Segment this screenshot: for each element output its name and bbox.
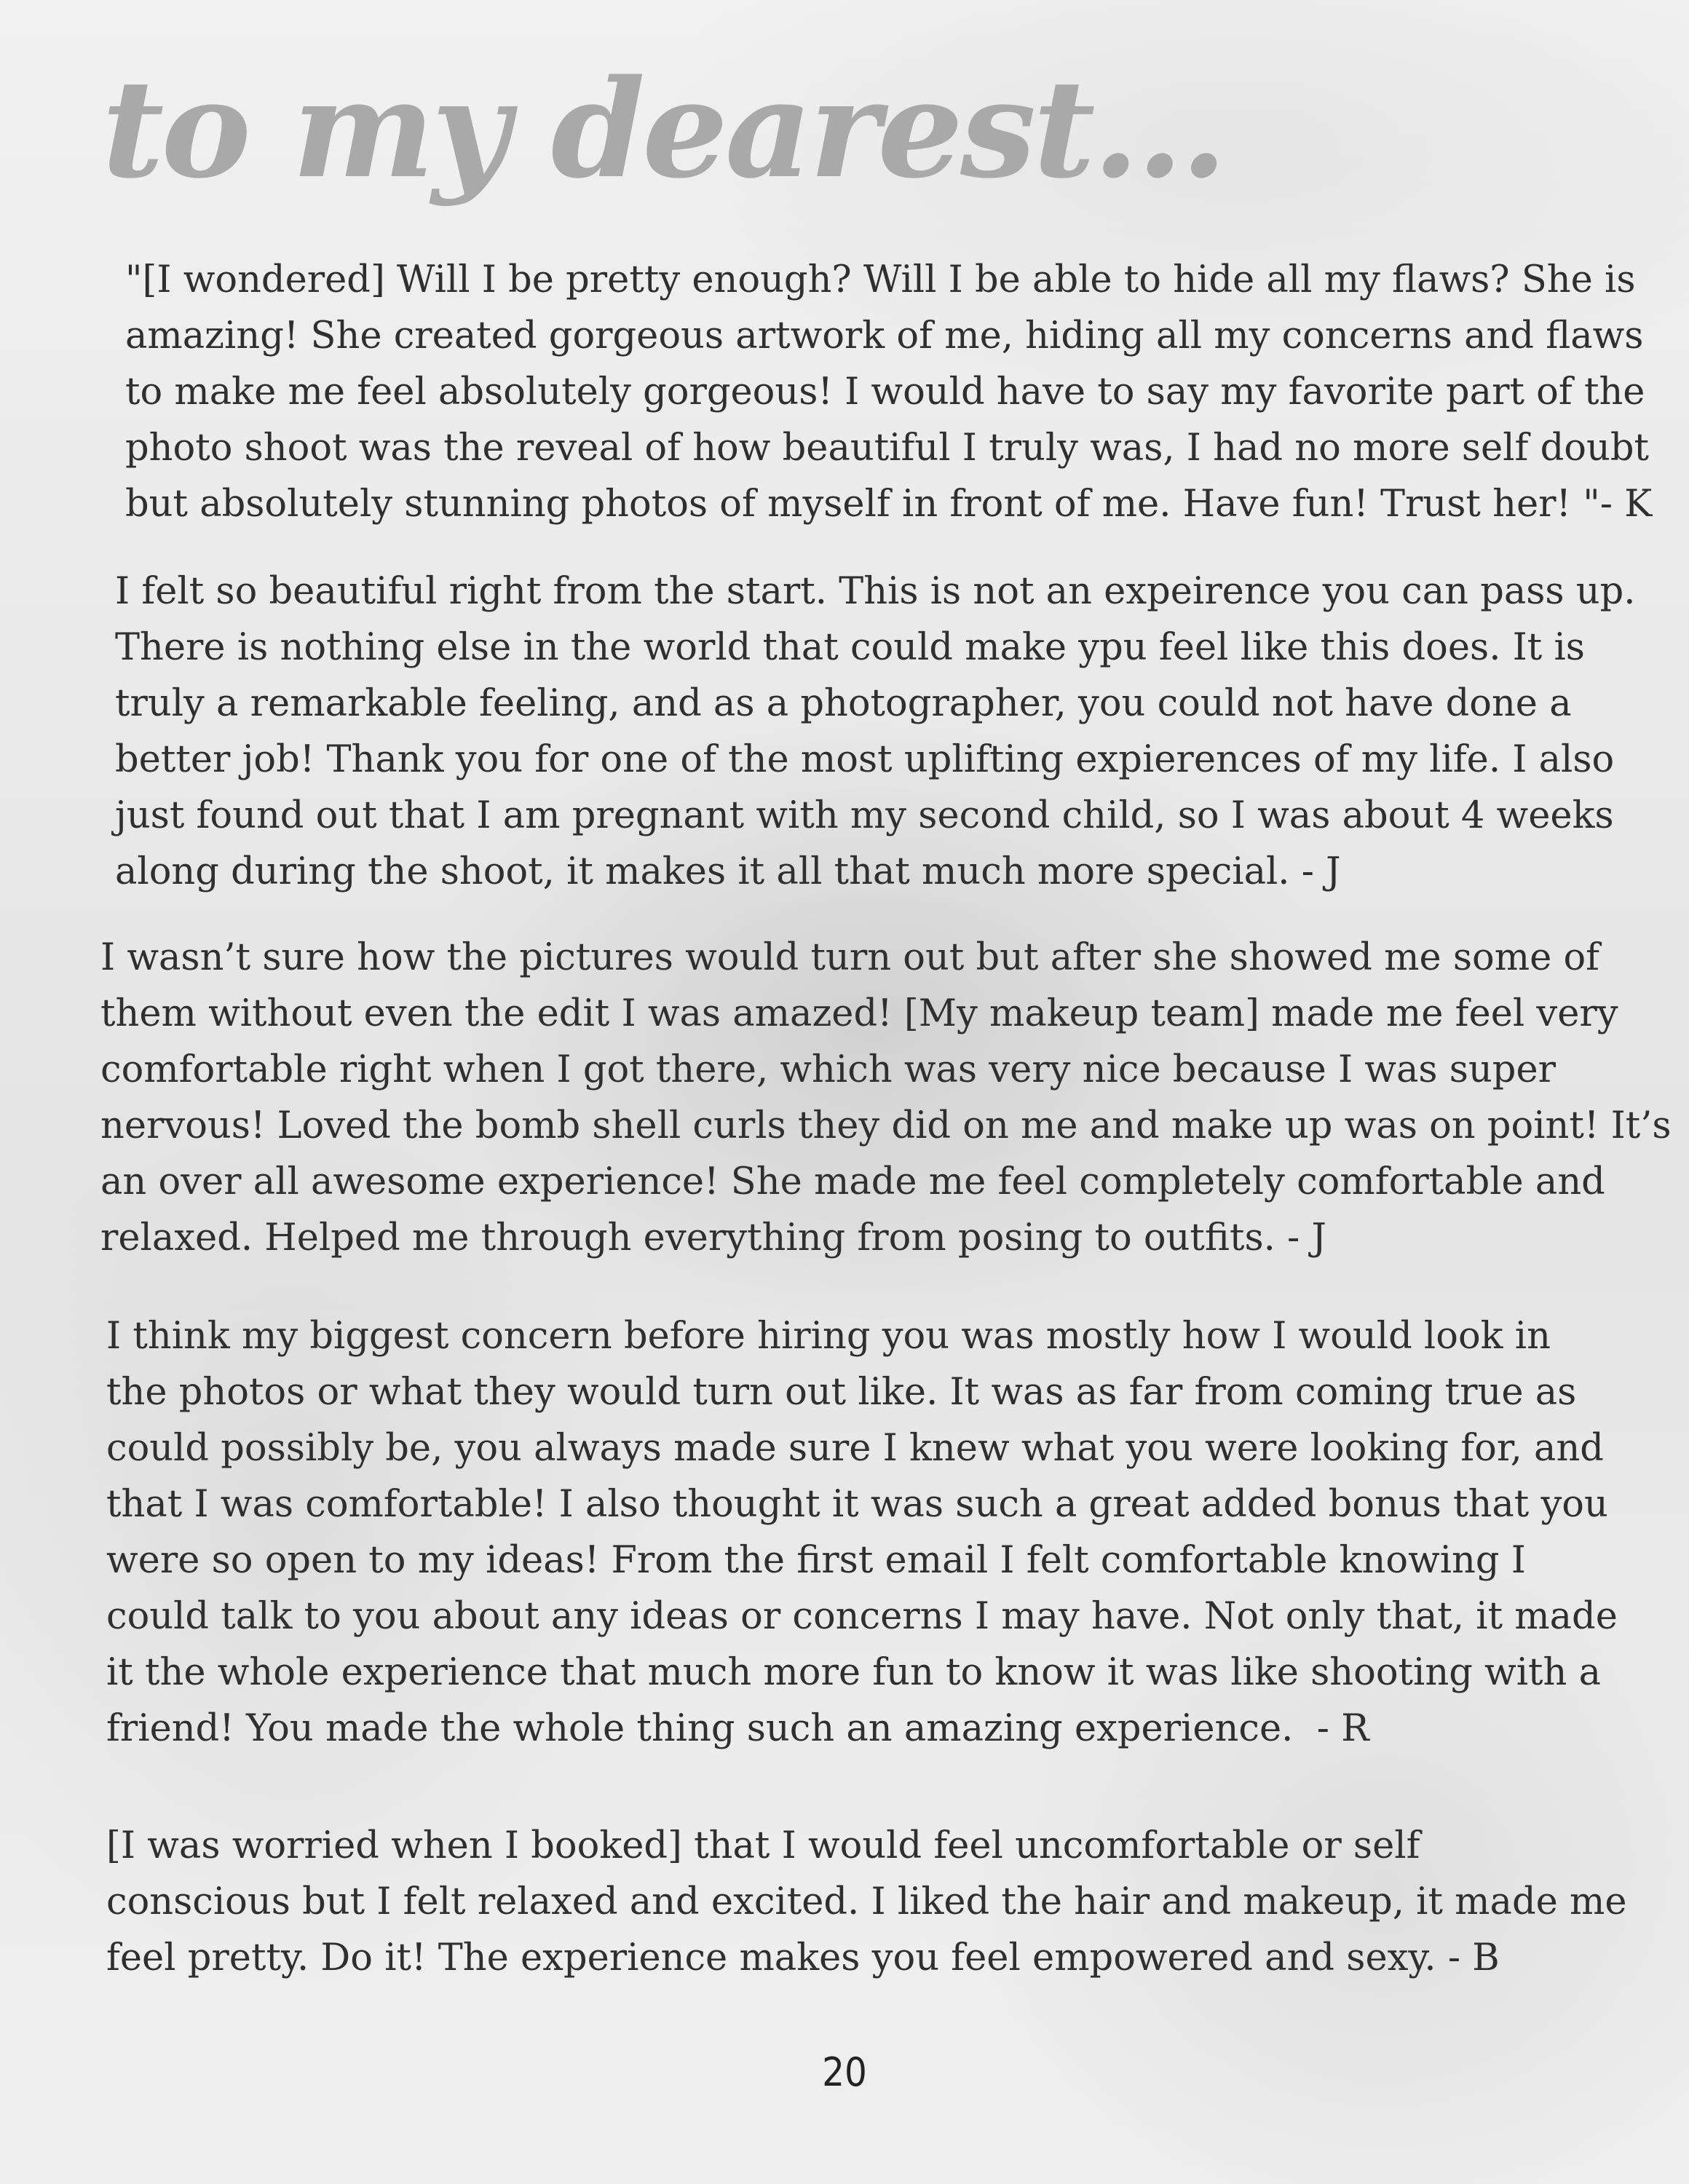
line: I think my biggest concern before hiring you was mostly how I would look in	[106, 1315, 1551, 1358]
testimonial-j-first	[115, 563, 1636, 900]
line: it the whole experience that much more fun to know it was like shooting with a	[106, 1651, 1601, 1694]
testimonial-r	[106, 1308, 1618, 1757]
line: to make me feel absolutely gorgeous! I would have to say my favorite part of the	[125, 371, 1645, 414]
line: better job! Thank you for one of the most uplifting expierences of my life. I also	[115, 738, 1615, 781]
line: nervous! Loved the bomb shell curls they did on me and make up was on point! It’s	[100, 1104, 1672, 1147]
testimonial-k	[125, 252, 1652, 532]
testimonial-b	[106, 1818, 1627, 1986]
line: comfortable right when I got there, which was very nice because I was super	[100, 1048, 1557, 1091]
line: an over all awesome experience! She made me feel completely comfortable and	[100, 1160, 1605, 1203]
line: could talk to you about any ideas or concerns I may have. Not only that, it made	[106, 1595, 1618, 1638]
line: relaxed. Helped me through everything from posing to outfits. - J	[100, 1216, 1326, 1259]
testimonial-j-second	[100, 930, 1672, 1266]
page-number: 20	[822, 2049, 867, 2095]
line: photo shoot was the reveal of how beautiful I truly was, I had no more self doubt	[125, 427, 1649, 470]
line: I wasn’t sure how the pictures would turn out but after she showed me some of	[100, 936, 1600, 979]
line: "[I wondered] Will I be pretty enough? Will I be able to hide all my flaws? She is	[125, 258, 1636, 301]
line: feel pretty. Do it! The experience makes you feel empowered and sexy. - B	[106, 1936, 1500, 1979]
line: were so open to my ideas! From the first email I felt comfortable knowing I	[106, 1539, 1526, 1582]
line: friend! You made the whole thing such an amazing experience. - R	[106, 1707, 1369, 1750]
line: There is nothing else in the world that could make ypu feel like this does. It is	[115, 626, 1585, 669]
line: could possibly be, you always made sure I knew what you were looking for, and	[106, 1427, 1604, 1470]
line: amazing! She created gorgeous artwork of me, hiding all my concerns and flaws	[125, 314, 1644, 357]
line: but absolutely stunning photos of myself in front of me. Have fun! Trust her! "- K	[125, 483, 1653, 526]
line: conscious but I felt relaxed and excited. I liked the hair and makeup, it made me	[106, 1880, 1627, 1923]
page-heading: to my dearest...	[102, 50, 1225, 208]
line: the photos or what they would turn out like. It was as far from coming true as	[106, 1371, 1577, 1414]
line: just found out that I am pregnant with my second child, so I was about 4 weeks	[115, 794, 1614, 837]
line: that I was comfortable! I also thought it was such a great added bonus that you	[106, 1483, 1608, 1526]
line: [I was worried when I booked] that I would feel uncomfortable or self	[106, 1824, 1420, 1867]
line: truly a remarkable feeling, and as a photographer, you could not have done a	[115, 682, 1572, 725]
line: I felt so beautiful right from the start. This is not an expeirence you can pass up.	[115, 570, 1636, 613]
line: along during the shoot, it makes it all that much more special. - J	[115, 850, 1341, 893]
line: them without even the edit I was amazed! [My makeup team] made me feel very	[100, 992, 1618, 1035]
